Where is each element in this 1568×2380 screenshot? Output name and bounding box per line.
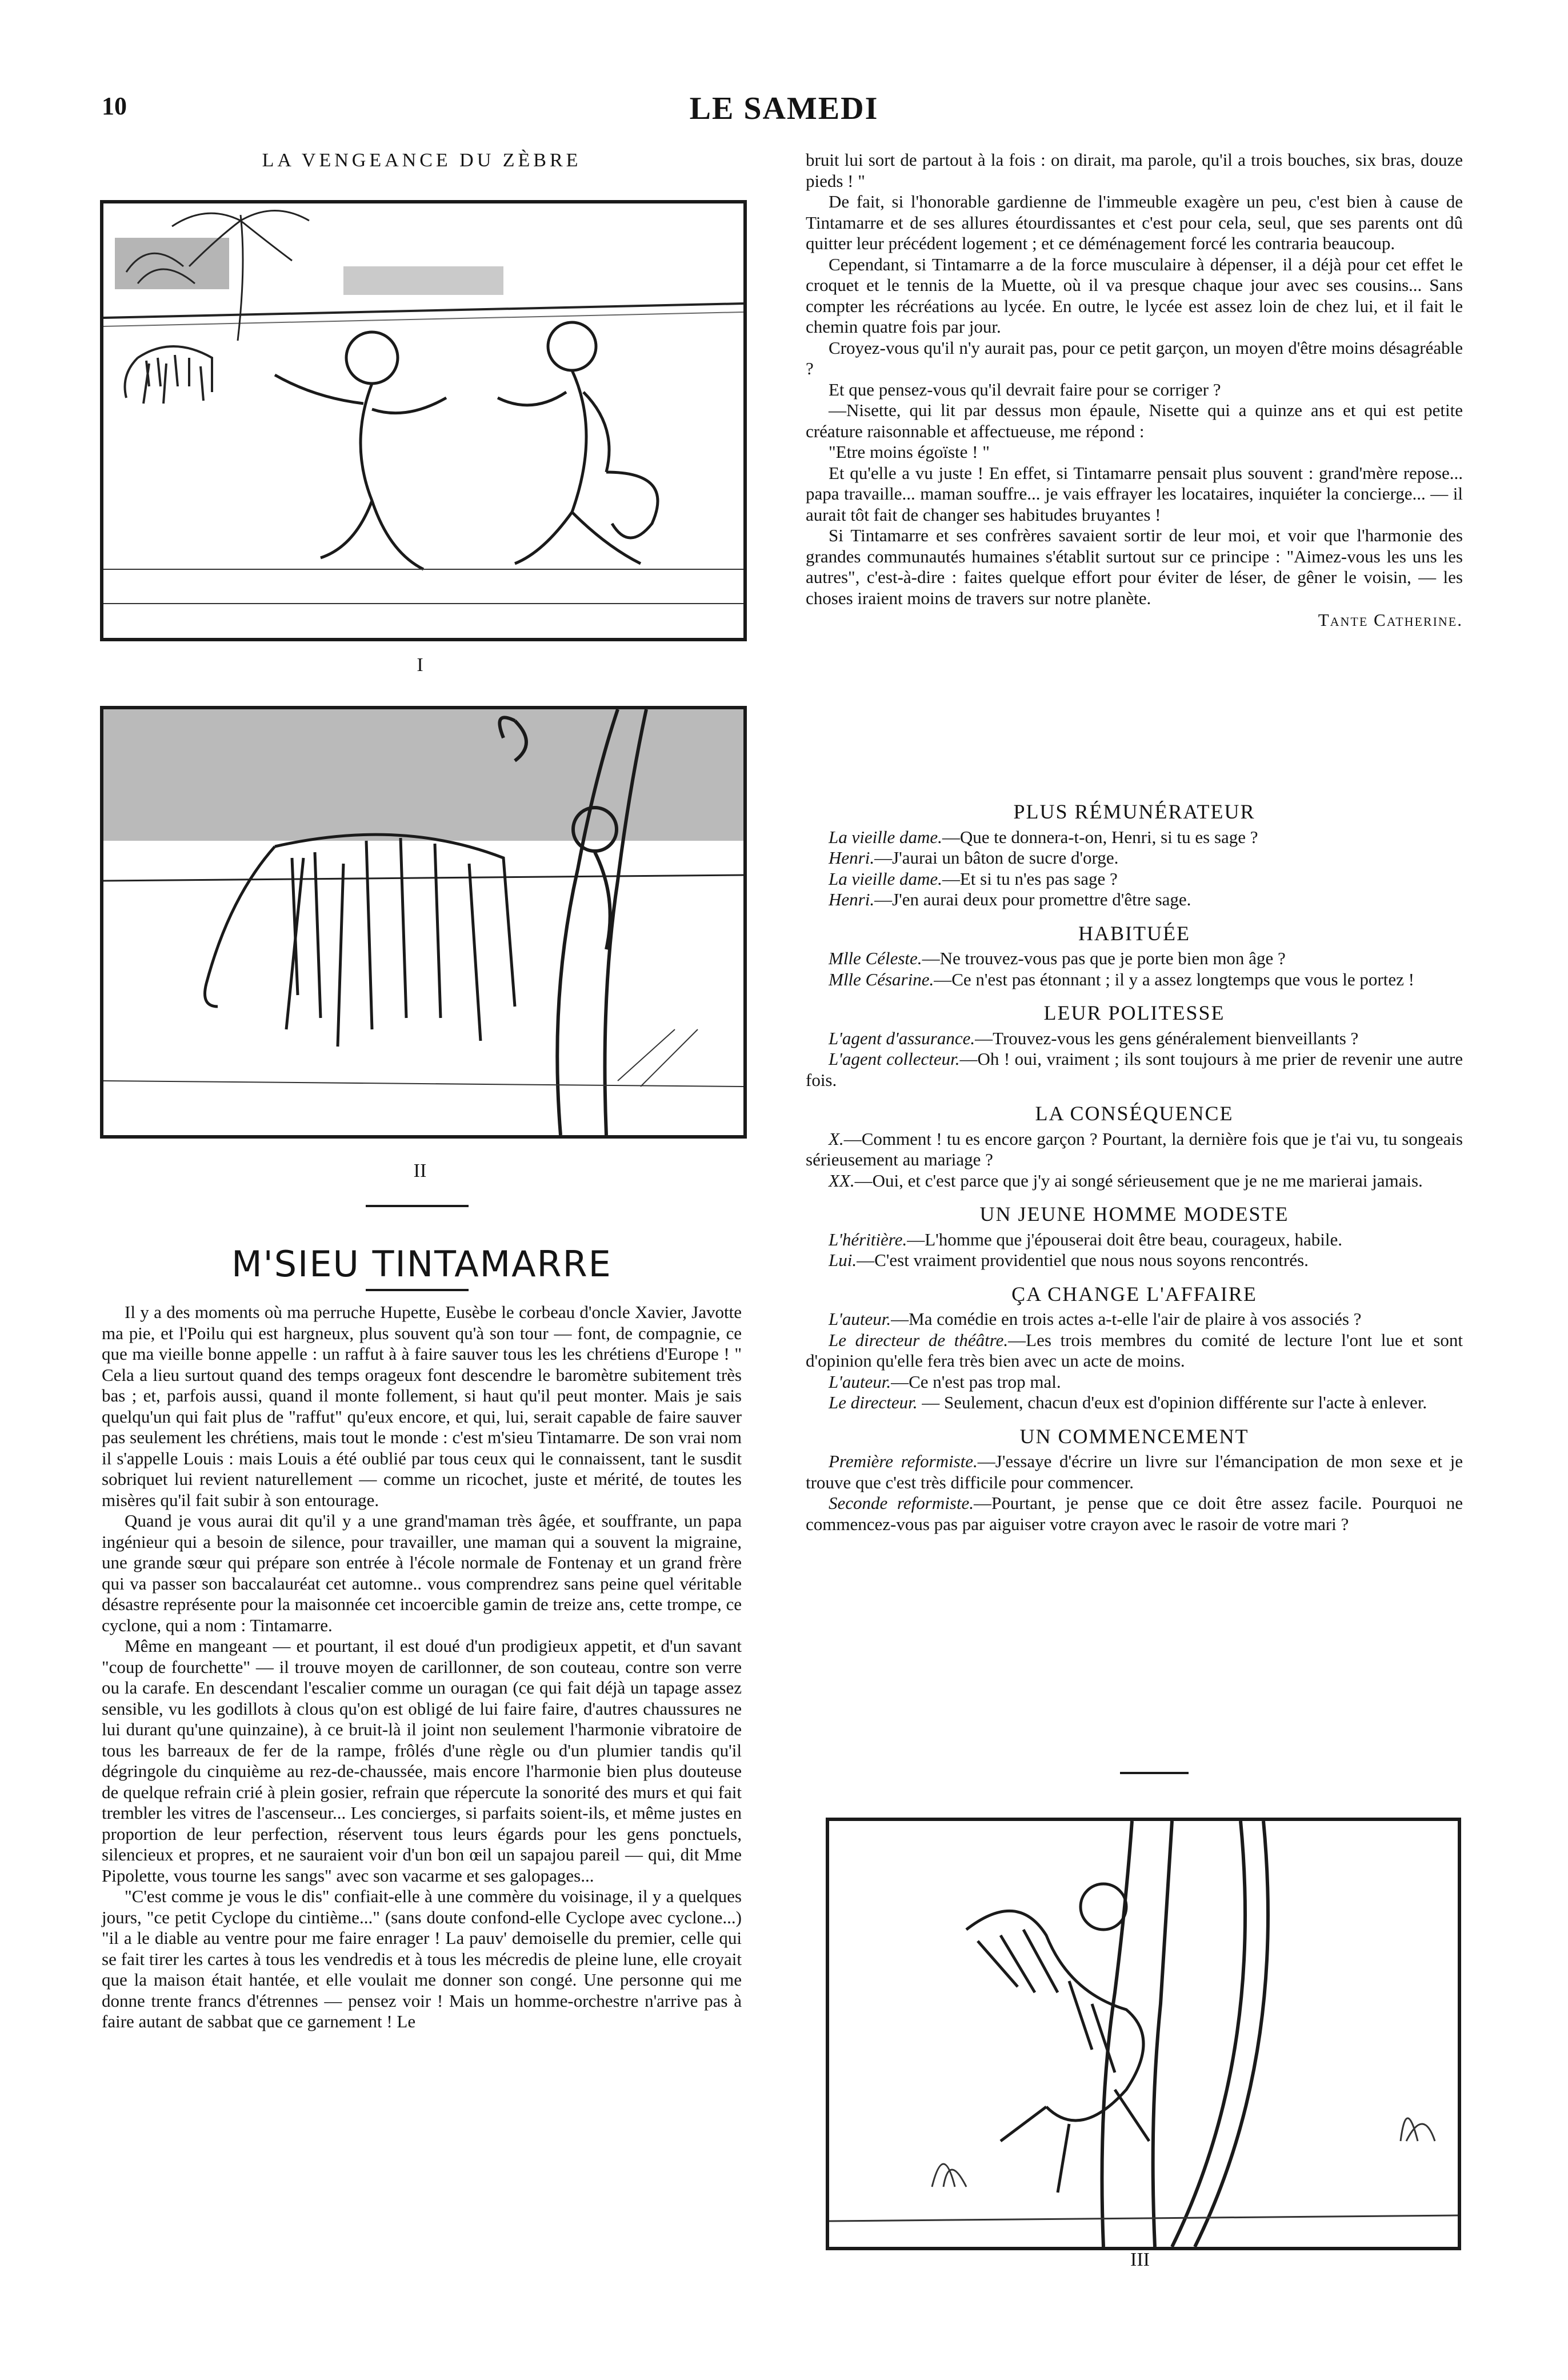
joke-speaker: L'agent d'assurance. (829, 1028, 975, 1048)
joke-line (806, 1372, 1463, 1393)
joke-title: PLUS RÉMUNÉRATEUR (1013, 800, 1255, 823)
joke-text: —Oui, et c'est parce que j'y ai songé sérieusement que je ne me marierai jamais. (854, 1170, 1423, 1191)
joke-speaker: Mlle Céleste. (829, 948, 922, 968)
joke-text: —Ce n'est pas trop mal. (891, 1371, 1061, 1392)
article-paragraph: "Etre moins égoïste ! " (829, 442, 990, 462)
joke-line (806, 1309, 1463, 1330)
article-paragraph: De fait, si l'honorable gardienne de l'immeuble exagère un peu, c'est bien à cause de Tintamarre et de ses allures étourdissantes et c'est pour cela, seul, que ses parents ont dû quitter leur précédent logement ; et ce déménagement forcé les contraria beaucoup. (806, 191, 1463, 253)
joke-speaker: L'agent collecteur. (829, 1049, 960, 1069)
joke-speaker: Le directeur de théâtre. (829, 1329, 1009, 1350)
publication-title: LE SAMEDI (689, 91, 879, 126)
page-number: 10 (102, 92, 127, 120)
joke-speaker: Henri. (829, 848, 875, 868)
joke-line (806, 1451, 1463, 1493)
jokes-end-rule (1120, 1772, 1189, 1774)
joke-line (806, 869, 1463, 890)
joke-speaker: L'auteur. (829, 1309, 891, 1329)
joke-line (806, 889, 1463, 911)
joke-text: —Oh ! oui, vraiment ; ils sont toujours à me prier de revenir une autre fois. (806, 1049, 1463, 1090)
joke-line (806, 1028, 1463, 1049)
article-paragraph: —Nisette, qui lit par dessus mon épaule, Nisette qui a quinze ans et qui est petite créature raisonnable et affectueuse, me répond : (806, 400, 1463, 441)
article-paragraph: "C'est comme je vous le dis" confiait-elle à une commère du voisinage, il y a quelques jours, "ce petit Cyclope du cintième..." (sans doute confond-elle Cyclope avec cyclone...) "il a le diable au ventre pour me faire enrager ! La pauv' demoiselle du premier, celle qui se fait tirer les cartes à tous les vendredis et à tous les mécredis de pleine lune, elle croyait que la maison était hantée, et elle voulait me donner son congé. Une personne qui me donne trente francs d'étrennes — pensez voir ! Mais un homme-orchestre n'arrive pas à faire autant de sabbat que ce garnement ! Le (102, 1886, 742, 2031)
article-paragraph: Et qu'elle a vu juste ! En effet, si Tintamarre pensait plus souvent : grand'mère repose... papa travaille... maman souffre... je vais effrayer les locataires, inquiéter la concierge... — il aurait tôt fait de changer ses habitudes bruyantes ! (806, 462, 1463, 525)
joke-line (806, 1171, 1463, 1192)
joke-text: —Comment ! tu es encore garçon ? Pourtant, la dernière fois que je t'ai vu, tu songeais sérieusement au mariage ? (806, 1128, 1463, 1169)
panel-1-label: I (417, 654, 423, 676)
joke-line (806, 948, 1463, 969)
joke-text: —J'aurai un bâton de sucre d'orge. (874, 848, 1119, 868)
joke-line (806, 1129, 1463, 1171)
joke-title: LA CONSÉQUENCE (1035, 1102, 1234, 1125)
joke-speaker: Le directeur. (829, 1392, 918, 1412)
panel-2-label: II (413, 1160, 427, 1181)
joke-text: —J'essaye d'écrire un livre sur l'émancipation de mon sexe et je trouve que c'est très difficile pour commencer. (806, 1451, 1463, 1492)
joke-text: —J'en aurai deux pour promettre d'être sage. (874, 889, 1191, 909)
joke-speaker: Seconde reformiste. (829, 1493, 974, 1513)
joke-speaker: Mlle Césarine. (829, 969, 934, 989)
illustration-panel-1 (100, 200, 747, 641)
joke-line (806, 1250, 1463, 1271)
joke-line (806, 827, 1463, 848)
article-body-right (806, 150, 1463, 631)
joke-text: —C'est vraiment providentiel que nous nous soyons rencontrés. (857, 1250, 1309, 1270)
article-paragraph: bruit lui sort de partout à la fois : on dirait, ma parole, qu'il a trois bouches, six bras, douze pieds ! " (806, 150, 1463, 191)
joke-speaker: Henri. (829, 889, 875, 909)
panel-2-drawing (103, 709, 743, 1135)
joke-text: —Ce n'est pas étonnant ; il y a assez longtemps que vous le portez ! (934, 969, 1414, 989)
joke-line (806, 848, 1463, 869)
joke-text: —L'homme que j'épouserai doit être beau, courageux, habile. (907, 1229, 1343, 1249)
panel-1-drawing (103, 203, 743, 638)
article-paragraph: Et que pensez-vous qu'il devrait faire pour se corriger ? (829, 379, 1221, 400)
article-body-left (102, 1302, 742, 2032)
joke-title: UN COMMENCEMENT (1019, 1424, 1249, 1448)
illustration-title: LA VENGEANCE DU ZÈBRE (262, 150, 582, 171)
article-paragraph: Cependant, si Tintamarre a de la force musculaire à dépenser, il a déjà pour cet effet le croquet et le tennis de la Muette, où il va presque chaque jour avec ses cousins... Sans compter les récréations au lycée. En outre, le lycée est assez loin de chez lui, et il fait le chemin quatre fois par jour. (806, 254, 1463, 337)
article-signature: Tante Catherine. (1318, 610, 1463, 630)
joke-text: —Et si tu n'es pas sage ? (942, 868, 1118, 889)
joke-speaker: La vieille dame. (829, 868, 942, 889)
joke-speaker: Lui. (829, 1250, 857, 1270)
joke-text: —Pourtant, je pense que ce doit être assez facile. Pourquoi ne commencez-vous pas par aiguiser votre crayon avec le rasoir de votre mari ? (806, 1493, 1463, 1534)
panel-3-drawing (829, 1821, 1458, 2247)
panel-3-label: III (1130, 2249, 1150, 2270)
jokes-section (806, 789, 1463, 1535)
joke-speaker: L'héritière. (829, 1229, 907, 1249)
joke-speaker: XX. (829, 1170, 855, 1191)
illustration-panel-2 (100, 706, 747, 1139)
joke-line (806, 969, 1463, 991)
joke-title: HABITUÉE (1078, 921, 1190, 945)
article-paragraph: Croyez-vous qu'il n'y aurait pas, pour ce petit garçon, un moyen d'être moins désagréable ? (806, 337, 1463, 378)
joke-speaker: Première reformiste. (829, 1451, 978, 1471)
joke-line (806, 1330, 1463, 1372)
article-paragraph: Il y a des moments où ma perruche Hupette, Eusèbe le corbeau d'oncle Xavier, Javotte ma pie, et l'Poilu qui est hargneux, plus souvent qu'à son tour — font, de compagnie, ce que ma vieille bonne appelle : un raffut à à faire sauver tous les les chrétiens d'Europe ! " Cela a lieu surtout quand des temps orageux font descendre le baromètre subitement très bas ; et, parfois aussi, quand il monte follement, si haut qu'il peut monter. Mais je sais quelqu'un qui fait plus de "raffut" qu'eux encore, et qui, lui, serait capable de faire sauver pas seulement les chrétiens, mais tout le monde : c'est m'sieu Tintamarre. De son vrai nom il s'appelle Louis : mais Louis a été oublié par tous ceux qui le connaissent, tant le susdit sobriquet lui revient naturellement — comme un ricochet, juste et mérité, de toutes les misères qu'il fait subir à son entourage. (102, 1302, 742, 1510)
joke-line (806, 1229, 1463, 1251)
illustration-panel-3 (826, 1818, 1461, 2250)
title-rule-top (366, 1205, 469, 1207)
joke-text: —Ne trouvez-vous pas que je porte bien mon âge ? (922, 948, 1286, 968)
article-paragraph: Si Tintamarre et ses confrères savaient sortir de leur moi, et voir que l'harmonie des grandes communautés humaines s'établit surtout sur ce principe : "Aimez-vous les uns les autres", c'est-à-dire : faites quelque effort pour éviter de léser, de gêner le voisin, — les choses iraient moins de travers sur notre planète. (806, 525, 1463, 608)
joke-title: UN JEUNE HOMME MODESTE (979, 1203, 1289, 1225)
joke-title: LEUR POLITESSE (1043, 1001, 1225, 1024)
article-title: M'SIEU TINTAMARRE (231, 1243, 612, 1285)
joke-speaker: La vieille dame. (829, 826, 942, 847)
joke-line (806, 1493, 1463, 1535)
joke-text: — Seulement, chacun d'eux est d'opinion différente sur l'acte à enlever. (917, 1392, 1427, 1412)
joke-text: —Que te donnera-t-on, Henri, si tu es sage ? (942, 826, 1258, 847)
joke-title: ÇA CHANGE L'AFFAIRE (1011, 1282, 1257, 1305)
joke-line (806, 1392, 1463, 1413)
title-rule-bottom (366, 1289, 469, 1291)
joke-text: —Ma comédie en trois actes a-t-elle l'air de plaire à vos associés ? (891, 1309, 1362, 1329)
joke-text: —Les trois membres du comité de lecture l'ont lue et sont d'opinion qu'elle fera très bien avec un acte de moins. (806, 1329, 1463, 1371)
joke-speaker: X. (829, 1128, 844, 1149)
article-paragraph: Quand je vous aurai dit qu'il y a une grand'maman très âgée, et souffrante, un papa ingénieur qui a besoin de silence, pour travailler, une maman qui a souvent la migraine, une grande sœur qui prépare son entrée à l'école normale de Fontenay et un grand frère qui va passer son baccalauréat cet automne.. vous comprendrez sans peine quel véritable désastre représente pour la maisonnée cet incoercible gamin de treize ans, cette trompe, ce cyclone, qui a nom : Tintamarre. (102, 1511, 742, 1635)
joke-line (806, 1049, 1463, 1091)
joke-text: —Trouvez-vous les gens généralement bienveillants ? (975, 1028, 1359, 1048)
joke-speaker: L'auteur. (829, 1371, 891, 1392)
article-paragraph: Même en mangeant — et pourtant, il est doué d'un prodigieux appetit, et d'un savant "coup de fourchette" — il trouve moyen de carillonner, de son couteau, contre son verre ou la carafe. En descendant l'escalier comme un ouragan (ce qui fait déjà un tapage assez sensible, vu les godillots à clous qu'on est obligé de lui faire faire, d'autres chaussures ne lui durant qu'une quinzaine), à ce bruit-là il joint non seulement l'harmonie vibratoire de tous les barreaux de fer de la rampe, frôlés d'une règle ou d'un plumier tandis qu'il dégringole du cinquième au rez-de-chaussée, mais encore l'harmonie bien plus douteuse de quelque refrain crié à plein gosier, refrain que répercute la sonorité des murs et qui fait trembler les vitres de l'ascenseur... Les concierges, si parfaits soient-ils, et même justes en proportion de leur perfection, réservent tous leurs égards pour les gens ponctuels, silencieux et propres, et ne sauraient voir d'un bon œil un sapajou pareil — qui, dit Mme Pipolette, vous tourne les sangs" avec son vacarme et ses galopages... (102, 1636, 742, 1886)
